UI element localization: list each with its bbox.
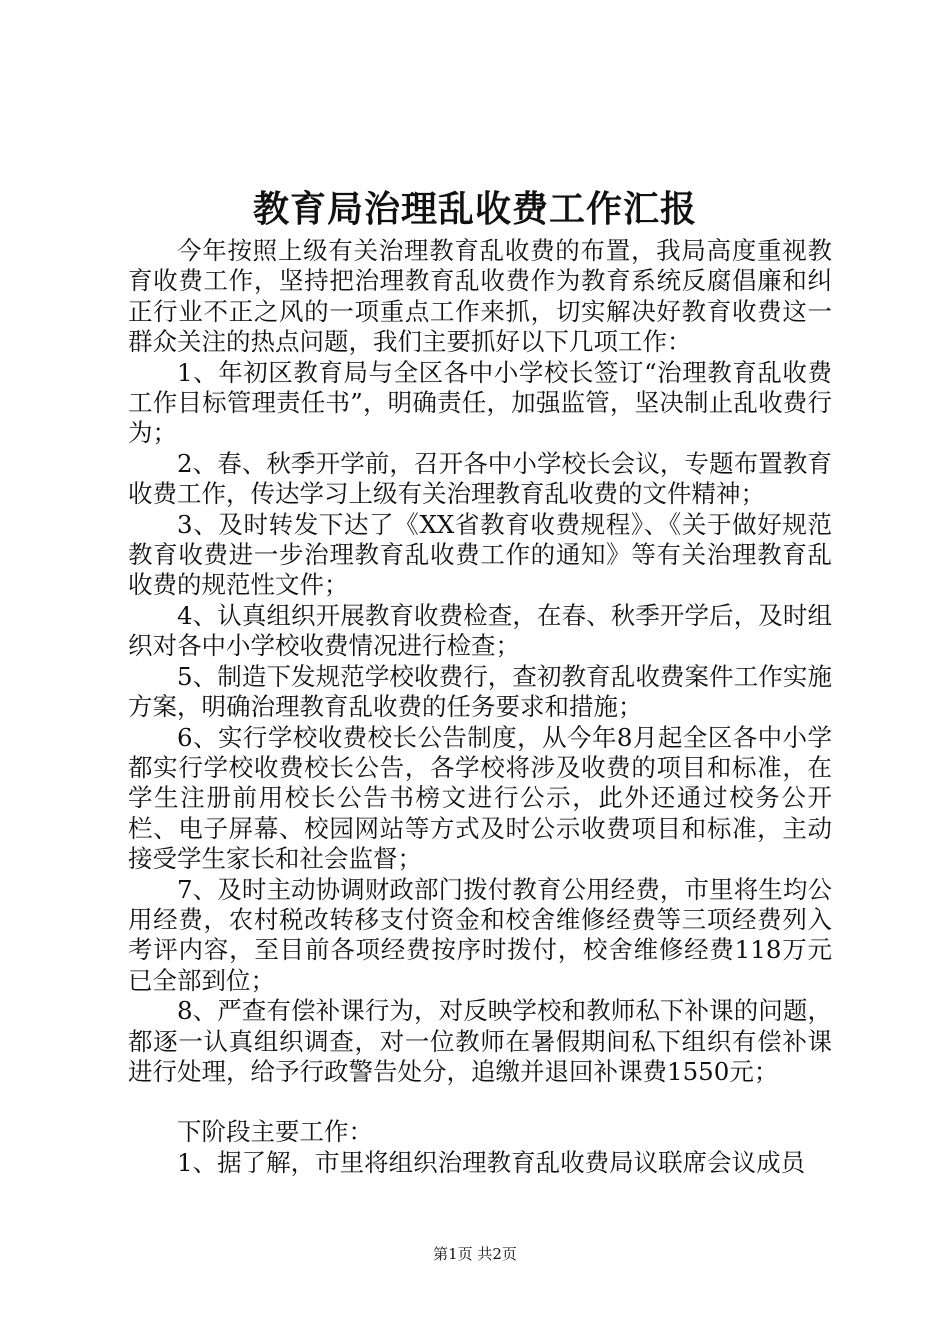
paragraph-item-2: 2、春、秋季开学前，召开各中小学校长会议，专题布置教育收费工作，传达学习上级有关治理教育乱收费的文件精神； — [128, 448, 832, 509]
paragraph-item-4: 4、认真组织开展教育收费检查，在春、秋季开学后，及时组织对各中小学校收费情况进行检查； — [128, 600, 832, 661]
paragraph-item-7: 7、及时主动协调财政部门拨付教育公用经费，市里将生均公用经费，农村税改转移支付资金和校舍维修经费等三项经费列入考评内容，至目前各项经费按序时拨付，校舍维修经费118万元已全部到位； — [128, 874, 832, 995]
document-title: 教育局治理乱收费工作汇报 — [252, 188, 697, 230]
paragraph-item-8: 8、严查有偿补课行为，对反映学校和教师私下补课的问题，都逐一认真组织调查，对一位教师在暑假期间私下组织有偿补课进行处理，给予行政警告处分，追缴并退回补课费1550元； — [128, 996, 832, 1086]
paragraph-next-item-1: 1、据了解，市里将组织治理教育乱收费局议联席会议成员 — [177, 1147, 806, 1177]
page-footer: 第1页 共2页 — [433, 1245, 517, 1263]
paragraph-item-3: 3、及时转发下达了《XX省教育收费规程》、《关于做好规范教育收费进一步治理教育乱收费工作的通知》等有关治理教育乱收费的规范性文件； — [128, 509, 832, 600]
document-body — [128, 236, 832, 1178]
section-heading-next-stage: 下阶段主要工作： — [177, 1117, 373, 1147]
paragraph-item-5: 5、制造下发规范学校收费行，查初教育乱收费案件工作实施方案，明确治理教育乱收费的任务要求和措施； — [128, 661, 832, 722]
paragraph-item-6: 6、实行学校收费校长公告制度，从今年8月起全区各中小学都实行学校收费校长公告，各学校将涉及收费的项目和标准，在学生注册前用校长公告书榜文进行公示，此外还通过校务公开栏、电子屏幕、校园网站等方式及时公示收费项目和标准，主动接受学生家长和社会监督； — [128, 722, 832, 874]
paragraph-intro: 今年按照上级有关治理教育乱收费的布置，我局高度重视教育收费工作，坚持把治理教育乱收费作为教育系统反腐倡廉和纠正行业不正之风的一项重点工作来抓，切实解决好教育收费这一群众关注的热点问题，我们主要抓好以下几项工作： — [128, 236, 832, 357]
paragraph-item-1: 1、年初区教育局与全区各中小学校长签订“治理教育乱收费工作目标管理责任书”，明确责任，加强监管，坚决制止乱收费行为； — [128, 357, 832, 448]
